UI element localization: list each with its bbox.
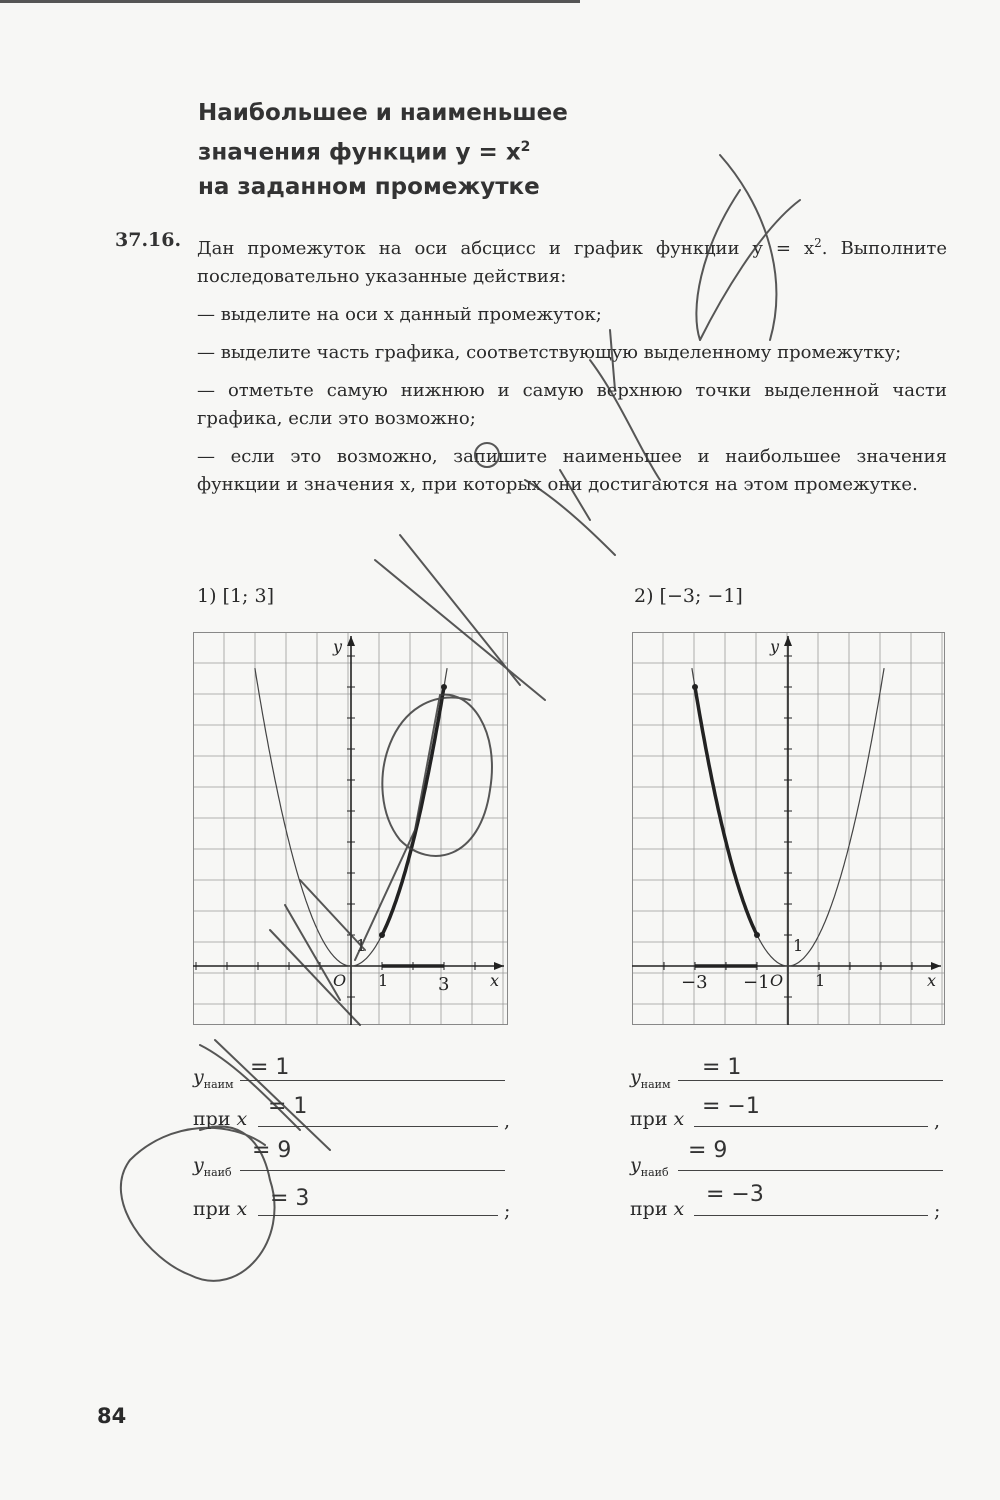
part-2-label: 2) [−3; −1] [634, 585, 743, 607]
highlighted-arc [695, 687, 757, 935]
part-1-xmax-value: = 3 [270, 1186, 310, 1211]
x-unit-label: 1 [815, 971, 826, 990]
top-rule [0, 0, 580, 3]
origin-label: O [333, 971, 347, 990]
part-2-graph-svg [632, 632, 945, 1025]
task-number: 37.16. [115, 229, 182, 251]
x-unit-label: 1 [378, 971, 389, 990]
part-2-xmax-label: при x [630, 1198, 685, 1220]
part-1-semicolon: ; [504, 1200, 511, 1222]
part-2-xmax-value: = −3 [706, 1182, 764, 1207]
handwritten-tick-3: 3 [438, 974, 450, 995]
task-intro: Дан промежуток на оси абсцисс и график функции $y = x^2$. Выполните последовательно указанные действия: [197, 236, 947, 287]
highlighted-arc [382, 687, 444, 935]
part-1-xmin-label: при x [193, 1108, 248, 1130]
handwritten-tick-minus-1: −1 [743, 972, 770, 993]
part-1-label: 1) [1; 3] [197, 585, 274, 607]
part-1-graph [193, 632, 508, 1025]
origin-label: O [770, 971, 784, 990]
task-step-3: — отметьте самую нижнюю и самую верхнюю точки выделенной части графика, если это возможно; [197, 380, 947, 429]
x-axis-arrow [931, 962, 941, 970]
part-2-ymax-value: = 9 [688, 1138, 728, 1163]
task-text [197, 229, 947, 509]
heading-line-3: на заданном промежутке [198, 173, 540, 200]
part-2-comma: , [934, 1110, 941, 1132]
task-step-2: — выделите часть графика, соответствующую выделенному промежутку; [197, 342, 902, 363]
part-1-xmin-value: = 1 [268, 1094, 308, 1119]
endpoint-b [754, 932, 760, 938]
part-2-ymax-label: $y_{наиб}$ [630, 1154, 669, 1179]
y-unit-label: 1 [793, 936, 804, 955]
y-axis-label: y [333, 637, 343, 656]
part-1-comma: , [504, 1110, 511, 1132]
x-axis-label: x [490, 971, 500, 990]
part-2-ymin-rule [678, 1080, 943, 1081]
part-1-xmax-label: при x [193, 1198, 248, 1220]
part-1-xmax-rule [258, 1215, 498, 1216]
part-1-ymin-label: $y_{наим}$ [193, 1066, 234, 1091]
task-step-1: — выделите на оси x данный промежуток; [197, 304, 602, 325]
part-1-ymax-label: $y_{наиб}$ [193, 1154, 232, 1179]
part-1-ymin-value: = 1 [250, 1055, 290, 1080]
part-2-ymin-value: = 1 [702, 1055, 742, 1080]
part-2-xmin-value: = −1 [702, 1094, 760, 1119]
part-1-ymax-rule [240, 1170, 505, 1171]
part-1-graph-svg [193, 632, 508, 1025]
x-axis-label: x [927, 971, 937, 990]
part-2-xmin-rule [694, 1126, 928, 1127]
part-2-xmin-label: при x [630, 1108, 685, 1130]
part-2-ymin-label: $y_{наим}$ [630, 1066, 671, 1091]
part-1-ymax-value: = 9 [252, 1138, 292, 1163]
x-axis-arrow [494, 962, 504, 970]
part-1-xmin-rule [258, 1126, 498, 1127]
task-step-4: — если это возможно, запишите наименьшее и наибольшее значения функции и значения x, при которых они достигаются на этом промежутке. [197, 446, 947, 495]
heading-line-1: Наибольшее и наименьшее [198, 100, 568, 126]
endpoint-a [379, 932, 385, 938]
part-2-xmax-rule [694, 1215, 928, 1216]
part-1-ymin-rule [240, 1080, 505, 1081]
y-axis-arrow [784, 636, 792, 646]
endpoint-a [692, 684, 698, 690]
y-unit-label: 1 [356, 936, 367, 955]
heading-line-2: значения функции $y = x^2$ [198, 139, 531, 166]
page-number: 84 [97, 1404, 127, 1428]
part-2-semicolon: ; [934, 1200, 941, 1222]
part-2-graph [632, 632, 945, 1025]
part-2-ymax-rule [678, 1170, 943, 1171]
y-axis-label: y [770, 637, 780, 656]
endpoint-b [441, 684, 447, 690]
handwritten-tick-minus-3: −3 [681, 972, 708, 993]
section-heading [198, 96, 718, 204]
